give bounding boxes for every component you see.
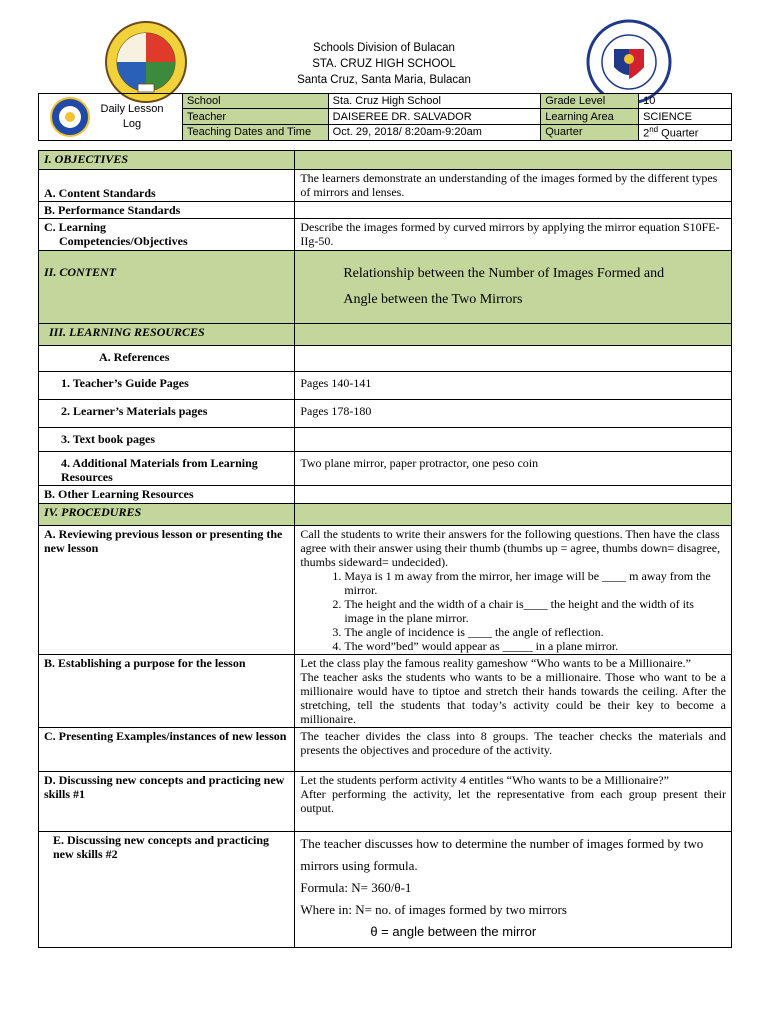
content-standards-text: The learners demonstrate an understanding of the images formed by the different types of mirrors and lenses. bbox=[295, 170, 732, 202]
school-label: School bbox=[182, 94, 328, 109]
discussing-1-label: D. Discussing new concepts and practicing new skills #1 bbox=[39, 772, 295, 832]
other-resources-label: B. Other Learning Resources bbox=[39, 486, 295, 504]
procedures-heading: IV. PROCEDURES bbox=[39, 504, 295, 526]
content-heading: II. CONTENT bbox=[39, 251, 295, 324]
learning-resources-heading: III. LEARNING RESOURCES bbox=[39, 324, 295, 346]
formula-theta: θ = angle between the mirror bbox=[370, 924, 537, 939]
school-address: Santa Cruz, Santa Maria, Bulacan bbox=[297, 74, 471, 86]
discussing-1-paragraph-1: Let the students perform activity 4 entitles “Who wants to be a Millionaire?” bbox=[300, 773, 669, 787]
daily-lesson-log-label: Daily Lesson Log bbox=[100, 103, 164, 130]
learning-area-value: SCIENCE bbox=[639, 109, 732, 124]
dates-label: Teaching Dates and Time bbox=[182, 124, 328, 140]
info-table bbox=[38, 93, 732, 141]
performance-standards-label: B. Performance Standards bbox=[39, 202, 295, 219]
lesson-log-table bbox=[38, 150, 732, 948]
discussing-2-label: E. Discussing new concepts and practicing new skills #2 bbox=[39, 832, 295, 948]
learners-materials-value: Pages 178-180 bbox=[295, 400, 732, 428]
formula-text: Formula: N= 360/θ-1 bbox=[300, 880, 412, 895]
additional-materials-value: Two plane mirror, paper protractor, one peso coin bbox=[295, 452, 732, 486]
competencies-label bbox=[39, 219, 295, 251]
content-title-line-1: Relationship between the Number of Images Formed and bbox=[343, 266, 665, 281]
discussing-1-content bbox=[295, 772, 732, 832]
purpose-label: B. Establishing a purpose for the lesson bbox=[39, 655, 295, 728]
content-title-line-2: Angle between the Two Mirrors bbox=[343, 292, 523, 307]
teacher-label: Teacher bbox=[182, 109, 328, 124]
discussing-2-paragraph: The teacher discusses how to determine the number of images formed by two mirrors using formula. bbox=[300, 836, 704, 873]
list-item: 4. The word”bed” would appear as _____ in a plane mirror. bbox=[344, 639, 726, 653]
list-item: 3. The angle of incidence is ____ the angle of reflection. bbox=[344, 625, 726, 639]
teachers-guide-value: Pages 140-141 bbox=[295, 372, 732, 400]
competencies-label-line-2: Competencies/Objectives bbox=[59, 234, 188, 248]
reviewing-content bbox=[295, 526, 732, 655]
references-label: A. References bbox=[39, 346, 295, 372]
quarter-label: Quarter bbox=[541, 124, 639, 140]
quarter-value: 2nd Quarter bbox=[639, 124, 732, 140]
purpose-paragraph-2: The teacher asks the students who wants to be a millionaire. Those who want to be a millionaire would have to tiptoe and stretch their hands towards the ceiling. After the stretching, tell the students that today’s activity could be their key to become a millionaire. bbox=[300, 670, 726, 726]
learners-materials-label: 2. Learner’s Materials pages bbox=[39, 400, 295, 428]
list-item: 1. Maya is 1 m away from the mirror, her image will be ____ m away from the mirror. bbox=[344, 569, 726, 597]
dates-value: Oct. 29, 2018/ 8:20am-9:20am bbox=[328, 124, 541, 140]
formula-where: Where in: N= no. of images formed by two mirrors bbox=[300, 902, 567, 917]
purpose-content bbox=[295, 655, 732, 728]
textbook-pages-label: 3. Text book pages bbox=[39, 428, 295, 452]
grade-level-label: Grade Level bbox=[541, 94, 639, 109]
reviewing-label: A. Reviewing previous lesson or presenting the new lesson bbox=[39, 526, 295, 655]
teacher-value: DAISEREE DR. SALVADOR bbox=[328, 109, 541, 124]
purpose-paragraph-1: Let the class play the famous reality gameshow “Who wants to be a Millionaire.” bbox=[300, 656, 691, 670]
list-item: 2. The height and the width of a chair is____ the height and the width of its image in the plane mirror. bbox=[344, 597, 726, 625]
grade-level-value: 10 bbox=[639, 94, 732, 109]
content-standards-label: A. Content Standards bbox=[39, 170, 295, 202]
discussing-1-paragraph-2: After performing the activity, let the representative from each group present their output. bbox=[300, 787, 726, 815]
school-name: STA. CRUZ HIGH SCHOOL bbox=[312, 58, 456, 70]
region-seal-icon bbox=[43, 96, 97, 138]
competencies-label-line-1: C. Learning bbox=[44, 220, 107, 234]
discussing-2-content bbox=[295, 832, 732, 948]
teachers-guide-label: 1. Teacher’s Guide Pages bbox=[39, 372, 295, 400]
learning-area-label: Learning Area bbox=[541, 109, 639, 124]
presenting-label: C. Presenting Examples/instances of new lesson bbox=[39, 728, 295, 772]
objectives-heading: I. OBJECTIVES bbox=[39, 151, 295, 170]
additional-materials-label: 4. Additional Materials from Learning Resources bbox=[39, 452, 295, 486]
school-value: Sta. Cruz High School bbox=[328, 94, 541, 109]
reviewing-intro: Call the students to write their answers for the following questions. Then have the class agree with their answer using their thumb (thumbs up = agree, thumbs down= disagree, thumbs sideward= undecided). bbox=[300, 527, 721, 569]
competencies-text: Describe the images formed by curved mirrors by applying the mirror equation S10FE-IIg-50. bbox=[295, 219, 732, 251]
reviewing-questions bbox=[300, 569, 726, 653]
division-name: Schools Division of Bulacan bbox=[313, 42, 455, 54]
presenting-content: The teacher divides the class into 8 groups. The teacher checks the materials and presents the objectives and procedure of the activity. bbox=[295, 728, 732, 772]
